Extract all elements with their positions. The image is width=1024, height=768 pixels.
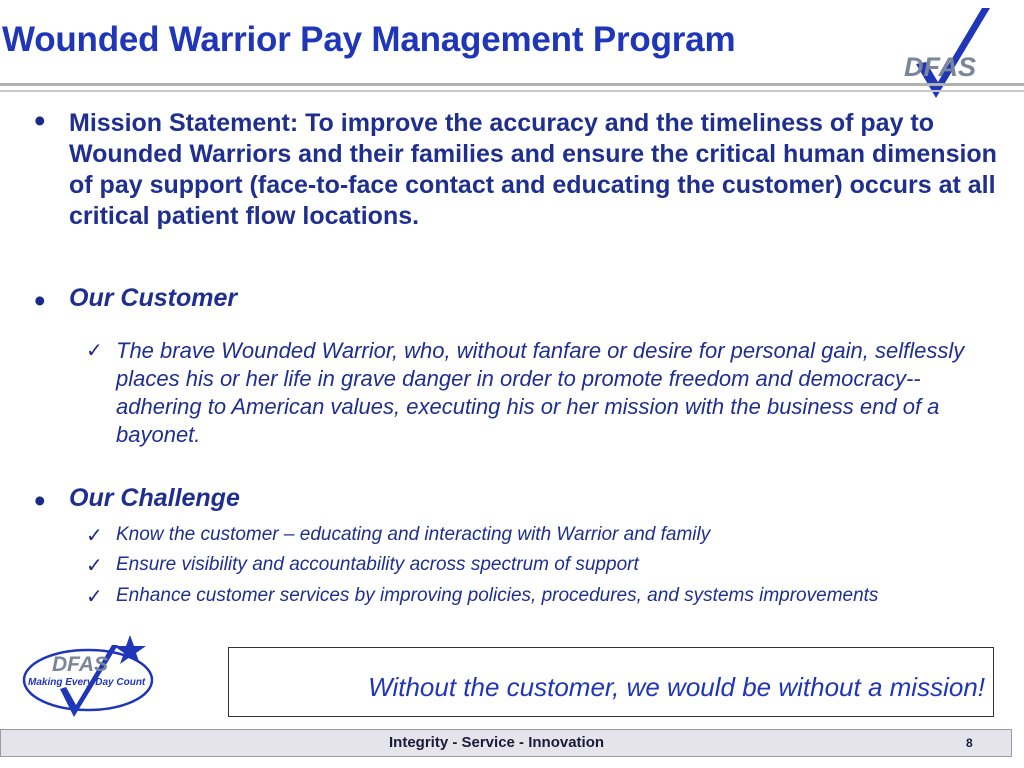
checkmark-icon: ✓ xyxy=(86,586,103,608)
dfas-logo-text: DFAS xyxy=(904,52,977,82)
challenge-item: Enhance customer services by improving policies, procedures, and systems improvements xyxy=(116,585,879,606)
checkmark-icon: ✓ xyxy=(86,340,103,362)
customer-description: The brave Wounded Warrior, who, without fanfare or desire for personal gain, selflessly places his or her life in grave danger in order to promote freedom and democracy--adhering to American values, executing his or her mission with the business end of a bayonet. xyxy=(116,338,965,447)
checkmark-icon: ✓ xyxy=(86,525,103,547)
title-divider xyxy=(0,83,1024,86)
footer-motto: Integrity - Service - Innovation xyxy=(389,734,605,751)
mission-statement: Mission Statement: To improve the accuracy and the timeliness of pay to Wounded Warriors and their families and ensure the critical human dimension of pay support (face-to-face contact and educating the customer) occurs at all critical patient flow locations. xyxy=(69,109,997,230)
challenge-item: Ensure visibility and accountability across spectrum of support xyxy=(116,554,639,575)
dfas-small-logo-text: DFAS xyxy=(52,653,109,676)
bullet-icon: • xyxy=(34,102,46,139)
bullet-icon: • xyxy=(34,282,46,319)
slide-title: Wounded Warrior Pay Management Program xyxy=(2,20,736,59)
quote-text: Without the customer, we would be without a mission! xyxy=(368,672,985,702)
quote-box xyxy=(228,647,994,717)
challenge-item: Know the customer – educating and interacting with Warrior and family xyxy=(116,524,711,545)
footer-bar xyxy=(0,729,1012,757)
checkmark-icon: ✓ xyxy=(86,555,103,577)
challenge-heading: Our Challenge xyxy=(69,484,240,512)
customer-heading: Our Customer xyxy=(69,284,238,312)
logo-tagline: Making Every Day Count xyxy=(28,677,146,688)
making-every-day-count-logo xyxy=(18,633,168,718)
bullet-icon: • xyxy=(34,482,46,519)
page-number: 8 xyxy=(966,736,973,750)
title-divider-secondary xyxy=(0,90,1024,92)
